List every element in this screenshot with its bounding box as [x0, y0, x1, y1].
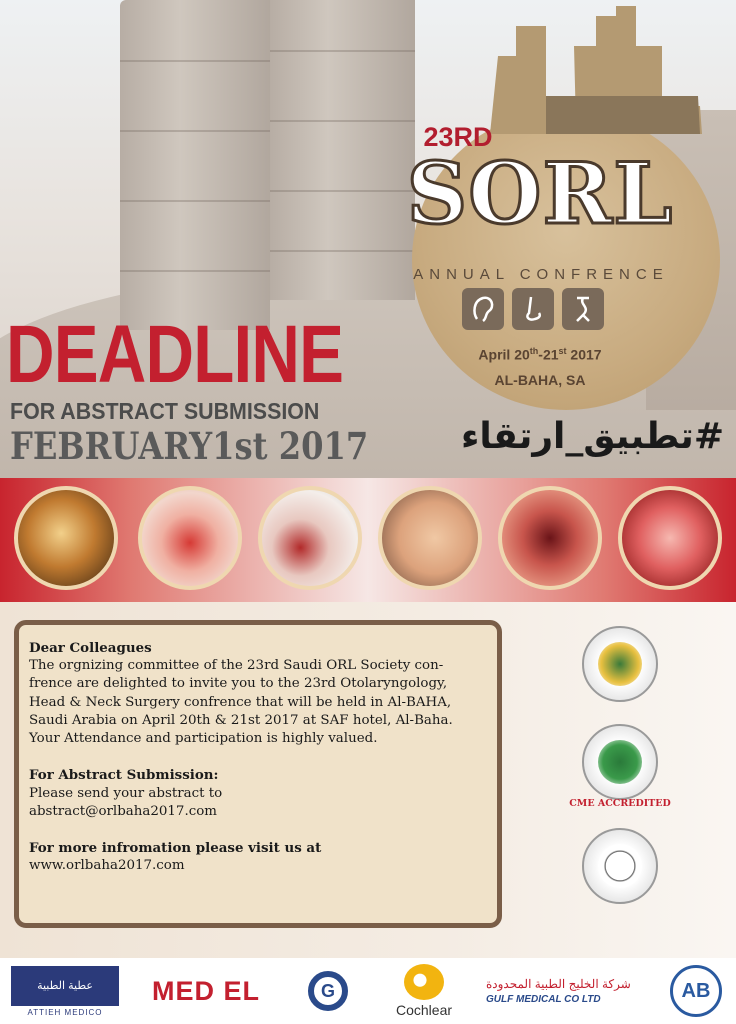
ear-icon: [462, 288, 504, 330]
info-heading: For more infromation please visit us at: [29, 839, 322, 856]
letter-body-line: The orgnizing committee of the 23rd Saudi ORL Society con-: [29, 658, 444, 674]
letter-body-line: Head & Neck Surgery confrence that will be held in Al-BAHA,: [29, 694, 452, 710]
deadline-heading: DEADLINE: [6, 309, 344, 400]
specialty-icons: [462, 288, 612, 332]
neck-anatomy-photo: [138, 486, 242, 590]
photo-strip: [0, 478, 736, 602]
cme-accredited-label: CME ACCREDITED: [569, 798, 671, 809]
abstract-submission-label: FOR ABSTRACT SUBMISSION: [10, 398, 320, 424]
arabic-hashtag: #تطبيق_ارتقاء: [460, 416, 724, 457]
faculty-of-medicine-seal: [582, 828, 658, 904]
abstract-email-link[interactable]: abstract@orlbaha2017.com: [29, 803, 217, 819]
abstract-instruction: Please send your abstract to: [29, 785, 223, 801]
invitation-letter: [14, 620, 502, 928]
cochlear-logo: [378, 958, 470, 1024]
fort-tower-left: [120, 0, 270, 330]
letter-body-line: frence are delighted to invite you to the 23rd Otolaryngology,: [29, 676, 448, 692]
sponsor-bar: [0, 958, 736, 1024]
ab-logo: [666, 958, 726, 1024]
website-link[interactable]: www.orlbaha2017.com: [29, 858, 185, 874]
attieh-english-name: ATTIEH MEDICO: [27, 1007, 103, 1017]
saudi-health-commission-seal: [582, 724, 658, 800]
attieh-arabic-name: عطية الطبية: [11, 966, 119, 1006]
logo-title: SORL: [406, 144, 674, 243]
abstract-heading: For Abstract Submission:: [29, 767, 219, 784]
nasal-endoscopy-photo: [618, 486, 722, 590]
nose-icon: [512, 288, 554, 330]
sleeping-child-photo: [378, 486, 482, 590]
letter-greeting: Dear Colleagues: [29, 640, 152, 656]
hero-banner: [0, 0, 736, 478]
cochlear-mark-icon: [404, 964, 444, 1000]
logo-edition: 23RD: [423, 122, 493, 152]
saudi-orl-society-seal: [582, 626, 658, 702]
logo-city: AL-BAHA, SA: [494, 372, 586, 388]
gulf-english-name: GULF MEDICAL CO LTD: [486, 994, 601, 1005]
surgery-photo: [258, 486, 362, 590]
gulf-arabic-name: شركة الخليج الطبية المحدودة: [486, 977, 631, 991]
gmark-letter: G: [308, 971, 348, 1011]
ear-anatomy-photo: [14, 486, 118, 590]
gulf-medical-logo: [486, 958, 646, 1024]
ab-letters: AB: [670, 965, 722, 1017]
attieh-medico-logo: [10, 958, 120, 1024]
throat-icon: [562, 288, 604, 330]
logo-date: April 20th-21st 2017: [478, 346, 602, 363]
gmark-logo: [294, 958, 362, 1024]
medel-logo: MED EL: [151, 975, 260, 1006]
castle-icon: [486, 6, 706, 136]
larynx-endoscopy-photo: [498, 486, 602, 590]
deadline-date: FEBRUARY1st 2017: [10, 424, 369, 468]
logo-subtitle: ANNUAL CONFRENCE: [413, 266, 669, 283]
fort-tower-right: [270, 0, 415, 300]
letter-body-line: Your Attendance and participation is highly valued.: [29, 731, 378, 747]
cochlear-name: Cochlear: [395, 1002, 453, 1018]
letter-body-line: Saudi Arabia on April 20th & 21st 2017 at SAF hotel, Al-Baha.: [29, 712, 453, 728]
